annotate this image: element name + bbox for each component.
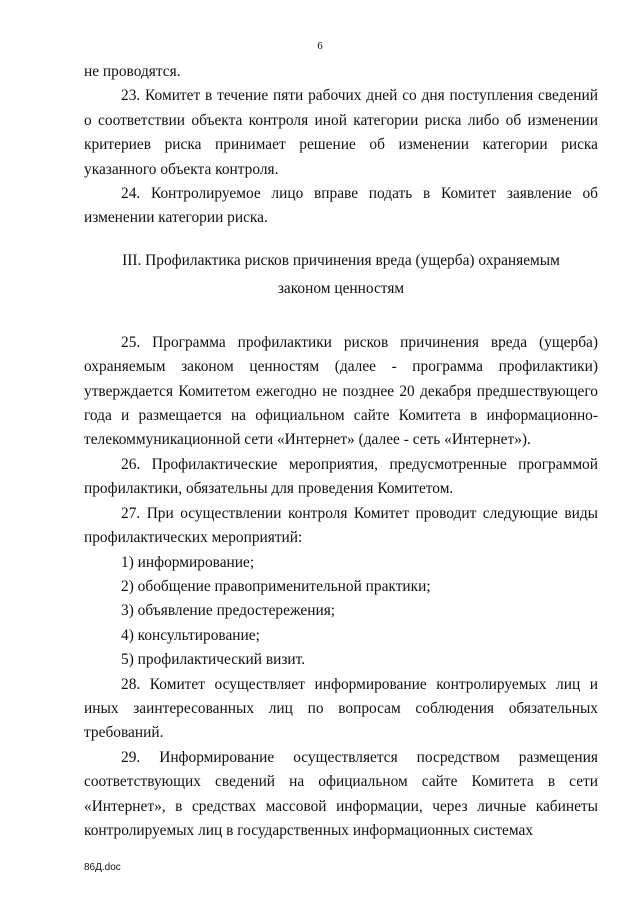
section-heading-line-1: III. Профилактика рисков причинения вреда (ущерба) охраняемым — [122, 251, 560, 269]
paragraph-28: 28. Комитет осуществляет информирование контролируемых лиц и иных заинтересованных лиц по вопросам соблюдения обязательных требований. — [84, 675, 598, 742]
footer-filename: 86Д.doc — [84, 862, 121, 873]
page-number: 6 — [317, 40, 323, 52]
list-item: 4) консультирование; — [121, 626, 260, 644]
paragraph-25: 25. Программа профилактики рисков причинения вреда (ущерба) охраняемым законом ценностям (далее - программа профилактики) утверждается Комитетом ежегодно не позднее 20 декабря предшествующего года и размещается на официальном сайте Комитета в информационно-телекоммуникационной сети «Интернет» (далее - сеть «Интернет»). — [84, 333, 598, 449]
paragraph-continuation: не проводятся. — [84, 63, 181, 80]
section-heading-line-2: законом ценностям — [277, 279, 405, 297]
paragraph-23: 23. Комитет в течение пяти рабочих дней со дня поступления сведений о соответствии объекта контроля иной категории риска либо об изменении критериев риска принимает решение об изменении категории риска указанного объекта контроля. — [84, 87, 598, 178]
section-heading — [84, 247, 598, 303]
paragraph-29: 29. Информирование осуществляется посредством размещения соответствующих сведений на официальном сайте Комитета в сети «Интернет», в средствах массовой информации, через личные кабинеты контролируемых лиц в государственных информационных системах — [84, 748, 598, 839]
paragraph-27: 27. При осуществлении контроля Комитет проводит следующие виды профилактических мероприятий: — [84, 504, 598, 547]
list-item: 5) профилактический визит. — [121, 651, 306, 669]
paragraph-24: 24. Контролируемое лицо вправе подать в Комитет заявление об изменении категории риска. — [84, 185, 598, 227]
list-item: 3) объявление предостережения; — [121, 602, 336, 620]
paragraph-26: 26. Профилактические мероприятия, предусмотренные программой профилактики, обязательны для проведения Комитетом. — [84, 455, 598, 498]
list-item: 2) обобщение правоприменительной практики; — [121, 577, 431, 595]
document-body — [84, 60, 598, 843]
list-item: 1) информирование; — [121, 553, 255, 571]
